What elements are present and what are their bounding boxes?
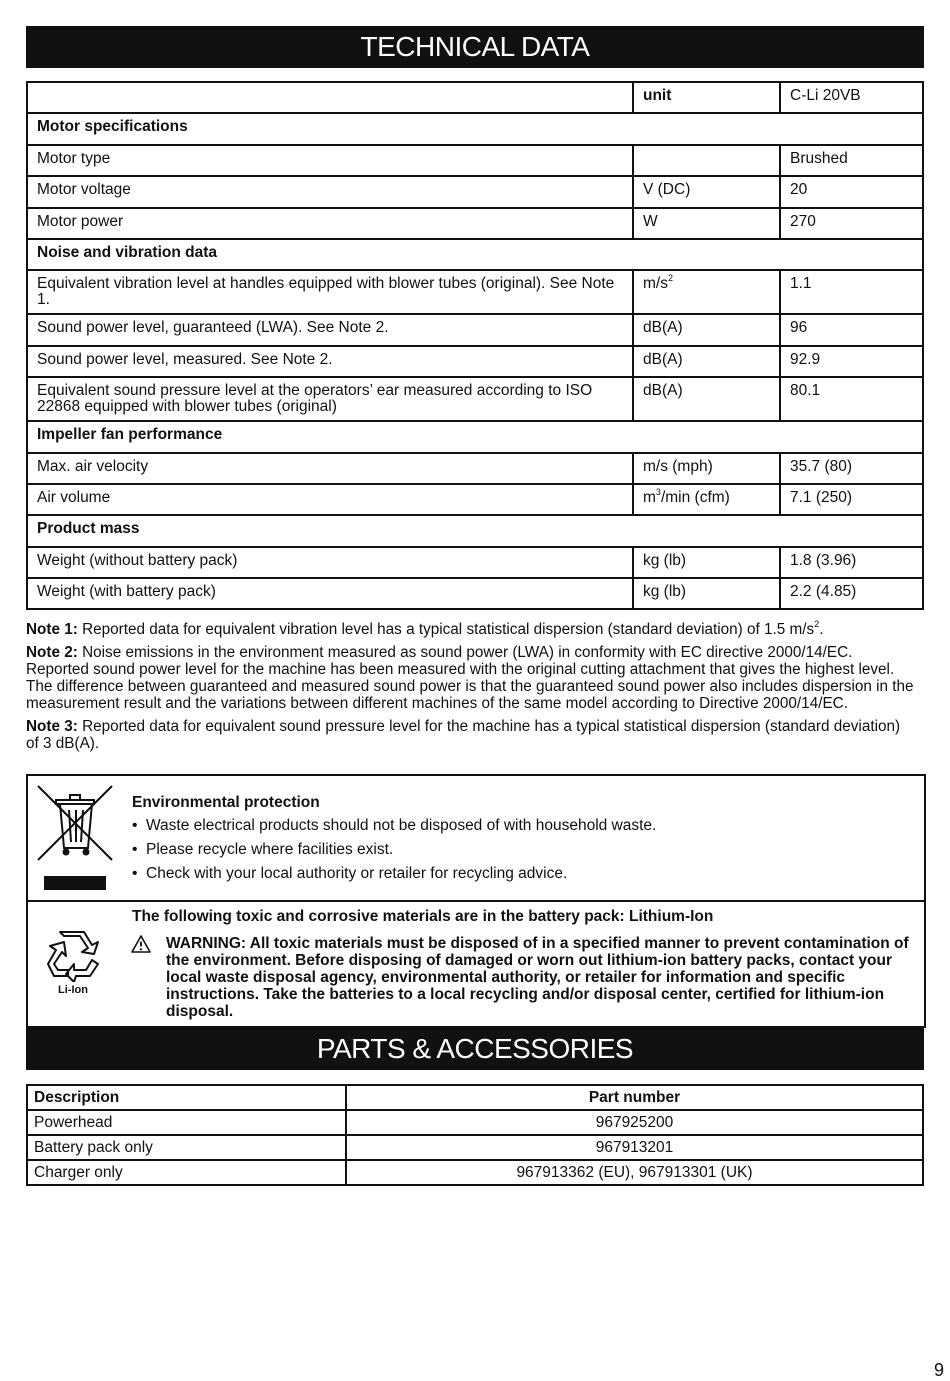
spec-value: 20 bbox=[780, 176, 923, 207]
bin-underline-bar bbox=[44, 876, 106, 890]
spec-label: Sound power level, guaranteed (LWA). See Note 2. bbox=[27, 314, 633, 345]
part-number: 967925200 bbox=[346, 1110, 923, 1135]
table-row bbox=[27, 314, 923, 345]
spec-unit bbox=[633, 208, 780, 239]
spec-value: 1.1 bbox=[780, 270, 923, 314]
note-2-text: Noise emissions in the environment measured as sound power (LWA) in conformity with EC directive 2000/14/EC. Reported sound power level for the machine has been measured with the original cutting attachment that gives the highest level. The difference between guaranteed and measured sound power is that the guaranteed sound power also includes dispersion in the measurement result and the variations between different machines of the same model according to Directive 2000/14/EC. bbox=[26, 644, 914, 712]
note-1-end: . bbox=[819, 621, 824, 638]
part-description: Charger only bbox=[27, 1160, 346, 1185]
spec-value: 80.1 bbox=[780, 377, 923, 421]
section-label: Impeller fan performance bbox=[27, 421, 923, 452]
parts-accessories-heading: PARTS & ACCESSORIES bbox=[26, 1028, 924, 1070]
parts-header-description: Description bbox=[27, 1085, 346, 1110]
table-row bbox=[27, 176, 923, 207]
spec-label: Max. air velocity bbox=[27, 453, 633, 484]
table-row bbox=[27, 377, 923, 421]
spec-value: 270 bbox=[780, 208, 923, 239]
spec-value: 1.8 (3.96) bbox=[780, 547, 923, 578]
table-row bbox=[27, 547, 923, 578]
section-row bbox=[27, 239, 923, 270]
part-description: Battery pack only bbox=[27, 1135, 346, 1160]
unit-text: dB(A) bbox=[643, 350, 683, 368]
table-row bbox=[27, 1110, 923, 1135]
table-row bbox=[27, 270, 923, 314]
note-3-text: Reported data for equivalent sound pressure level for the machine has a typical statistical dispersion (standard deviation) of 3 dB(A). bbox=[26, 718, 901, 752]
table-row bbox=[27, 208, 923, 239]
warning-triangle-icon bbox=[130, 934, 152, 954]
section-label: Noise and vibration data bbox=[27, 239, 923, 270]
parts-header-part-number: Part number bbox=[346, 1085, 923, 1110]
spec-label: Air volume bbox=[27, 484, 633, 515]
environment-box bbox=[26, 774, 926, 1028]
spec-value: 96 bbox=[780, 314, 923, 345]
spec-unit bbox=[633, 346, 780, 377]
bullet: • bbox=[132, 841, 138, 858]
section-label: Product mass bbox=[27, 515, 923, 546]
spec-label: Motor voltage bbox=[27, 176, 633, 207]
note-2 bbox=[26, 644, 916, 712]
technical-data-table bbox=[26, 81, 924, 610]
spec-label: Weight (without battery pack) bbox=[27, 547, 633, 578]
page-number: 9 bbox=[933, 1360, 944, 1380]
spec-value: 2.2 (4.85) bbox=[780, 578, 923, 609]
part-number: 967913362 (EU), 967913301 (UK) bbox=[346, 1160, 923, 1185]
list-item-text: Waste electrical products should not be disposed of with household waste. bbox=[146, 817, 657, 834]
table-row bbox=[27, 145, 923, 176]
crossed-bin-icon bbox=[36, 784, 114, 864]
header-blank-cell bbox=[27, 82, 633, 113]
spec-label: Equivalent vibration level at handles equipped with blower tubes (original). See Note 1. bbox=[27, 270, 633, 314]
note-1-sup: 2 bbox=[814, 618, 820, 629]
note-3 bbox=[26, 718, 916, 752]
section-row bbox=[27, 515, 923, 546]
spec-unit bbox=[633, 484, 780, 515]
header-model-cell: C-Li 20VB bbox=[780, 82, 923, 113]
list-item bbox=[132, 842, 656, 858]
unit-text: W bbox=[643, 212, 658, 230]
note-1-label: Note 1: bbox=[26, 621, 78, 638]
header-unit-cell: unit bbox=[633, 82, 780, 113]
part-number: 967913201 bbox=[346, 1135, 923, 1160]
unit-suffix: /min (cfm) bbox=[660, 488, 730, 506]
table-row bbox=[27, 1160, 923, 1185]
technical-data-heading: TECHNICAL DATA bbox=[26, 26, 924, 68]
list-item bbox=[132, 818, 656, 834]
unit-text: m/s bbox=[643, 275, 668, 293]
spec-value: 35.7 (80) bbox=[780, 453, 923, 484]
table-header-row bbox=[27, 82, 923, 113]
spec-label: Equivalent sound pressure level at the operators’ ear measured according to ISO 22868 equipped with blower tubes (original) bbox=[27, 377, 633, 421]
toxic-materials-title: The following toxic and corrosive materials are in the battery pack: Lithium-Ion bbox=[132, 908, 714, 925]
spec-value: 92.9 bbox=[780, 346, 923, 377]
table-row bbox=[27, 484, 923, 515]
spec-unit bbox=[633, 578, 780, 609]
unit-text: m/s (mph) bbox=[643, 457, 713, 475]
spec-label: Weight (with battery pack) bbox=[27, 578, 633, 609]
unit-text: dB(A) bbox=[643, 319, 683, 337]
note-1 bbox=[26, 618, 916, 638]
list-item-text: Please recycle where facilities exist. bbox=[146, 841, 394, 858]
note-1-text: Reported data for equivalent vibration level has a typical statistical dispersion (standard deviation) of 1.5 m/s bbox=[77, 621, 815, 638]
notes-section bbox=[26, 618, 916, 758]
list-item bbox=[132, 866, 656, 882]
unit-text: kg (lb) bbox=[643, 551, 687, 569]
spec-unit bbox=[633, 270, 780, 314]
spec-unit bbox=[633, 377, 780, 421]
spec-unit bbox=[633, 453, 780, 484]
list-item-text: Check with your local authority or retailer for recycling advice. bbox=[146, 865, 568, 882]
unit-text: m bbox=[643, 488, 656, 506]
unit-text: V (DC) bbox=[643, 181, 691, 199]
bullet: • bbox=[132, 865, 138, 882]
spec-value: Brushed bbox=[780, 145, 923, 176]
spec-label: Sound power level, measured. See Note 2. bbox=[27, 346, 633, 377]
section-row bbox=[27, 113, 923, 144]
unit-text: kg (lb) bbox=[643, 583, 687, 601]
unit-superscript: 3 bbox=[655, 486, 661, 497]
spec-unit bbox=[633, 176, 780, 207]
note-2-label: Note 2: bbox=[26, 644, 78, 661]
part-description: Powerhead bbox=[27, 1110, 346, 1135]
parts-table bbox=[26, 1084, 924, 1186]
spec-label: Motor power bbox=[27, 208, 633, 239]
note-3-label: Note 3: bbox=[26, 718, 78, 735]
recycle-icon bbox=[42, 930, 102, 982]
parts-header-row bbox=[27, 1085, 923, 1110]
table-row bbox=[27, 578, 923, 609]
warning-text: WARNING: All toxic materials must be disposed of in a specified manner to prevent contamination of the environment. Before disposing of damaged or worn out lithium-ion battery packs, contact your local waste disposal agency, environmental authority, or retailer for information and specific instructions. Take the batteries to a local recycling and/or disposal center, certified for lithium-ion disposal. bbox=[166, 935, 909, 1020]
spec-label: Motor type bbox=[27, 145, 633, 176]
bullet: • bbox=[132, 817, 138, 834]
spec-value: 7.1 (250) bbox=[780, 484, 923, 515]
spec-unit bbox=[633, 145, 780, 176]
unit-superscript: 2 bbox=[667, 273, 673, 284]
unit-text: dB(A) bbox=[643, 382, 683, 400]
section-row bbox=[27, 421, 923, 452]
table-row bbox=[27, 1135, 923, 1160]
spec-unit bbox=[633, 547, 780, 578]
environment-divider bbox=[28, 900, 924, 902]
table-row bbox=[27, 346, 923, 377]
section-label: Motor specifications bbox=[27, 113, 923, 144]
table-row bbox=[27, 453, 923, 484]
environment-title: Environmental protection bbox=[132, 794, 320, 811]
li-ion-label: Li-Ion bbox=[58, 984, 88, 996]
spec-unit bbox=[633, 314, 780, 345]
environment-list bbox=[132, 818, 656, 890]
